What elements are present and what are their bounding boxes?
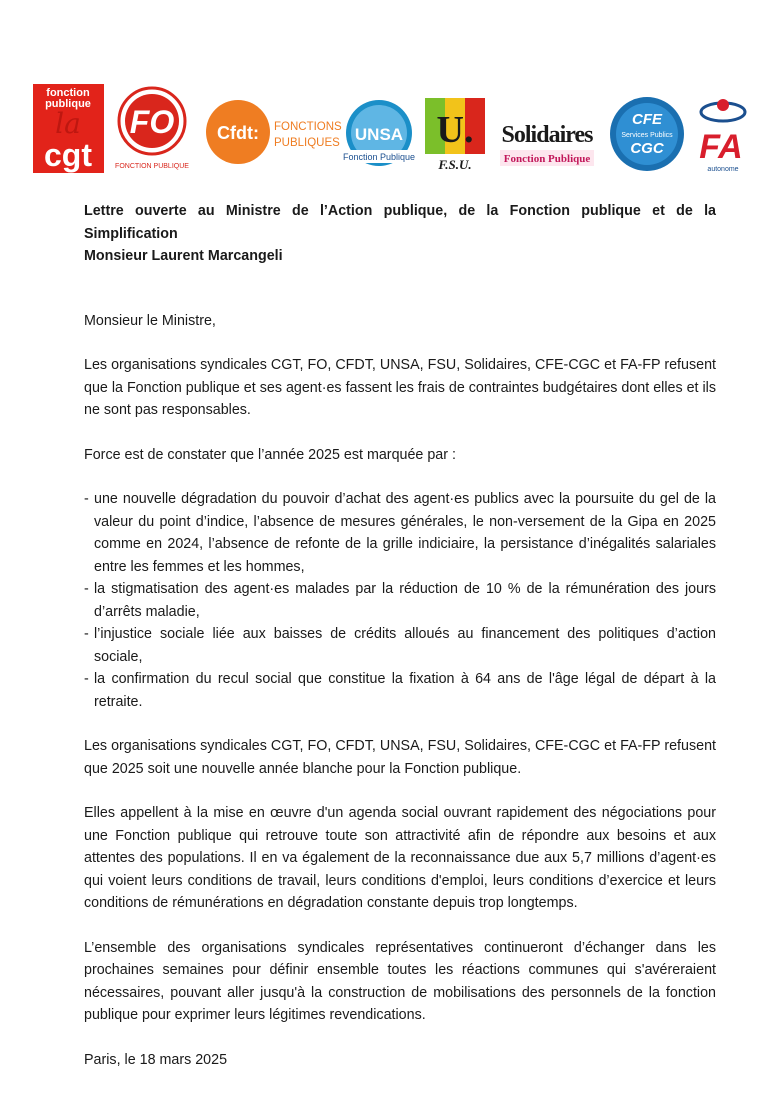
- svg-text:Services Publics: Services Publics: [621, 132, 673, 139]
- salutation: Monsieur le Ministre,: [84, 312, 216, 329]
- svg-text:F.S.U.: F.S.U.: [438, 157, 472, 172]
- list-item: - une nouvelle dégradation du pouvoir d’achat des agent·es publics avec la poursuite du gel de la valeur du point d’indice, l’absence de mesures générales, le non-versement de la Gipa en 2025 comme en 2024, l’absence de refonte de la grille indiciaire, la persistance d’inégalités salariales entre les femmes et les hommes,: [84, 488, 716, 578]
- grievances-list: [84, 488, 716, 713]
- cfe-cgc-logo: [608, 96, 686, 172]
- paragraph-2: Force est de constater que l’année 2025 est marquée par :: [84, 446, 456, 463]
- paragraph-4: Elles appellent à la mise en œuvre d'un agenda social ouvrant rapidement des négociations pour une Fonction publique qui retrouve toute son attractivité afin de répondre aux besoins et aux attentes des populations. Il en va également de la reconnaissance due aux 5,7 millions d’agent·es qui voient leurs conditions de travail, leurs conditions d'emploi, leurs conditions d’exercice et leurs conditions de rémunérations en dégradation constante depuis trop longtemps.: [84, 805, 716, 911]
- svg-text:Fonction Publique: Fonction Publique: [342, 152, 416, 162]
- union-logos-banner: [0, 0, 764, 190]
- letter-title-line2: Monsieur Laurent Marcangeli: [84, 248, 283, 264]
- svg-text:Solidaires: Solidaires: [501, 122, 593, 148]
- svg-text:FO: FO: [129, 104, 175, 140]
- letter-title-line1: Lettre ouverte au Ministre de l’Action publique, de la Fonction publique et de la Simplification: [84, 203, 716, 242]
- svg-text:FONCTIONS: FONCTIONS: [274, 121, 342, 133]
- list-item: - l’injustice sociale liée aux baisses de crédits alloués au financement des politiques d’action sociale,: [84, 623, 716, 668]
- svg-text:CFE: CFE: [632, 111, 662, 128]
- cfdt-logo: [206, 98, 342, 166]
- svg-text:CGC: CGC: [630, 140, 664, 157]
- svg-text:FA: FA: [699, 128, 743, 166]
- svg-text:publique: publique: [45, 98, 91, 110]
- svg-text:fonction: fonction: [46, 87, 90, 99]
- svg-text:Cfdt:: Cfdt:: [217, 123, 259, 143]
- cgt-logo: [33, 84, 104, 173]
- paragraph-1: Les organisations syndicales CGT, FO, CFDT, UNSA, FSU, Solidaires, CFE-CGC et FA-FP refusent que la Fonction publique et ses agent·es fassent les frais de contraintes budgétaires dont elles et ils ne sont pas responsables.: [84, 357, 716, 418]
- fsu-logo: [425, 98, 485, 172]
- list-item: - la confirmation du recul social que constitue la fixation à 64 ans de l'âge légal de départ à la retraite.: [84, 668, 716, 713]
- svg-text:PUBLIQUES: PUBLIQUES: [274, 137, 340, 149]
- svg-text:la: la: [55, 107, 81, 140]
- paragraph-5: L’ensemble des organisations syndicales représentatives continueront d’échanger dans les prochaines semaines pour définir ensemble toutes les réactions communes qui s'avéreraient nécessaires, pouvant aller jusqu'à la construction de mobilisations des personnels de la fonction publique pour exprimer leurs légitimes revendications.: [84, 939, 716, 1023]
- svg-text:autonome: autonome: [707, 166, 739, 173]
- fa-logo: [692, 96, 754, 174]
- fo-logo: [113, 86, 191, 172]
- svg-text:Fonction Publique: Fonction Publique: [503, 153, 591, 165]
- closing-date: Paris, le 18 mars 2025: [84, 1051, 228, 1068]
- unsa-logo: [336, 99, 422, 167]
- svg-text:FONCTION PUBLIQUE: FONCTION PUBLIQUE: [115, 163, 189, 170]
- svg-text:UNSA: UNSA: [354, 125, 404, 144]
- list-item: - la stigmatisation des agent·es malades par la réduction de 10 % de la rémunération des jours d’arrêts maladie,: [84, 578, 716, 623]
- solidaires-logo: [494, 112, 600, 168]
- svg-text:cgt: cgt: [44, 137, 92, 173]
- letter-body: [84, 200, 716, 1071]
- svg-text:U.: U.: [436, 109, 474, 151]
- paragraph-3: Les organisations syndicales CGT, FO, CFDT, UNSA, FSU, Solidaires, CFE-CGC et FA-FP refusent que 2025 soit une nouvelle année blanche pour la Fonction publique.: [84, 738, 716, 777]
